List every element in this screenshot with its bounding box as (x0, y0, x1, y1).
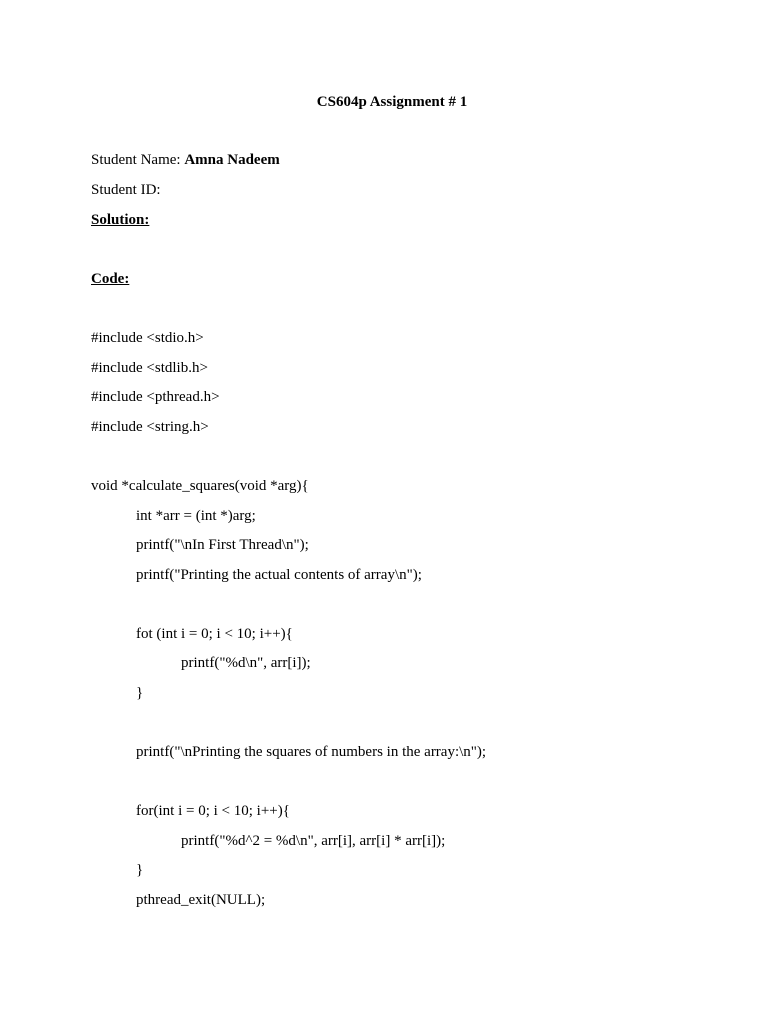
code-line: pthread_exit(NULL); (136, 892, 266, 908)
code-line: printf("Printing the actual contents of array\n"); (136, 567, 422, 583)
code-line: printf("%d^2 = %d\n", arr[i], arr[i] * arr[i]); (181, 833, 446, 849)
code-line: #include <pthread.h> (91, 389, 220, 405)
code-heading: Code: (91, 271, 130, 287)
code-line: printf("%d\n", arr[i]); (181, 655, 311, 671)
student-name-label: Student Name: (91, 152, 185, 168)
code-line: #include <stdio.h> (91, 330, 204, 346)
solution-heading: Solution: (91, 212, 150, 228)
code-line: } (136, 862, 144, 878)
code-line: fot (int i = 0; i < 10; i++){ (136, 626, 293, 642)
student-id-label: Student ID: (91, 182, 161, 198)
code-line: for(int i = 0; i < 10; i++){ (136, 803, 290, 819)
code-line: } (136, 685, 144, 701)
code-line: #include <string.h> (91, 419, 209, 435)
code-line: printf("\nIn First Thread\n"); (136, 537, 309, 553)
code-line: #include <stdlib.h> (91, 360, 208, 376)
student-name-line (91, 151, 280, 169)
code-line: printf("\nPrinting the squares of numbers in the array:\n"); (136, 744, 487, 760)
document-title: CS604p Assignment # 1 (316, 94, 468, 110)
student-name-value: Amna Nadeem (184, 152, 280, 168)
code-line: void *calculate_squares(void *arg){ (91, 478, 309, 494)
code-line: int *arr = (int *)arg; (136, 508, 256, 524)
